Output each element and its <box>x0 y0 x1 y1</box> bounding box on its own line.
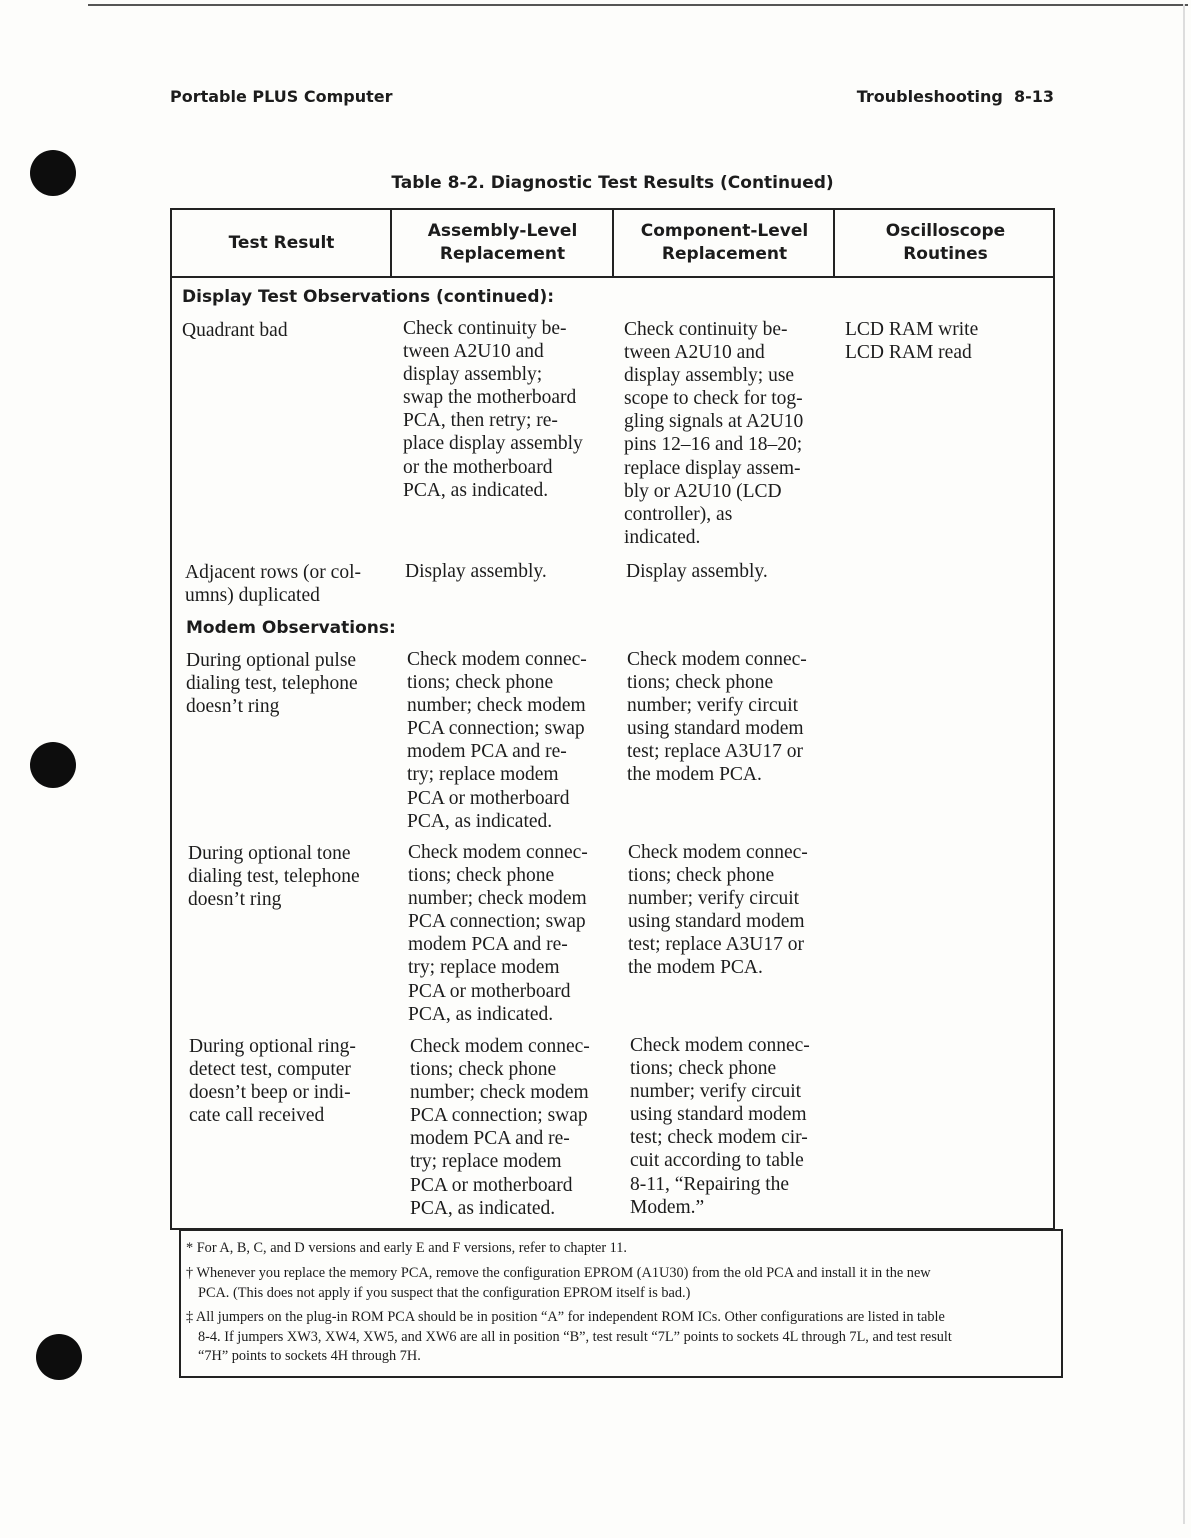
row-ring-detect-test-result: During optional ring- detect test, computer doesn’t beep or indi- cate call received <box>189 1036 356 1127</box>
row-tone-component: Check modem connec- tions; check phone number; verify circuit using standard modem test; replace A3U17 or the modem PCA. <box>628 842 808 979</box>
row-pulse-test-result: During optional pulse dialing test, telephone doesn’t ring <box>186 650 358 718</box>
table-caption: Table 8-2. Diagnostic Test Results (Continued) <box>391 173 834 193</box>
row-quadrant-assembly: Check continuity be- tween A2U10 and display assembly; swap the motherboard PCA, then retry; re- place display assembly or the motherboard PCA, as indicated. <box>403 318 583 501</box>
column-header-oscilloscope: Oscilloscope Routines <box>885 221 1006 264</box>
footnote-asterisk: * For A, B, C, and D versions and early E and F versions, refer to chapter 11. <box>186 1240 627 1256</box>
binder-hole-middle <box>30 742 76 788</box>
row-adjacent-test-result: Adjacent rows (or col- umns) duplicated <box>185 562 361 607</box>
row-tone-test-result: During optional tone dialing test, telephone doesn’t ring <box>188 843 360 911</box>
column-header-component-level: Component-Level Replacement <box>640 221 809 264</box>
footnote-dagger: † Whenever you replace the memory PCA, remove the configuration EPROM (A1U30) from the old PCA and install it in the new PCA. (This does not apply if you suspect that the configuration EPROM itself is bad.) <box>186 1265 931 1301</box>
page-top-edge <box>88 4 1188 6</box>
row-ring-detect-component: Check modem connec- tions; check phone number; verify circuit using standard modem test; check modem cir- cuit according to table 8-11, “Repairing the Modem.” <box>630 1035 810 1218</box>
header-divider <box>390 210 392 276</box>
page-right-edge <box>1183 4 1185 1524</box>
row-tone-assembly: Check modem connec- tions; check phone number; check modem PCA connection; swap modem PCA and re- try; replace modem PCA or motherboard PCA, as indicated. <box>408 842 588 1025</box>
running-header-page: Troubleshooting 8-13 <box>856 87 1054 106</box>
row-pulse-assembly: Check modem connec- tions; check phone number; check modem PCA connection; swap modem PCA and re- try; replace modem PCA or motherboard PCA, as indicated. <box>407 649 587 832</box>
row-adjacent-component: Display assembly. <box>626 561 768 582</box>
row-quadrant-oscilloscope: LCD RAM write LCD RAM read <box>845 319 979 364</box>
binder-hole-bottom <box>36 1334 82 1380</box>
row-pulse-component: Check modem connec- tions; check phone number; verify circuit using standard modem test; replace A3U17 or the modem PCA. <box>627 649 807 786</box>
row-adjacent-assembly: Display assembly. <box>405 561 547 582</box>
section-heading-display: Display Test Observations (continued): <box>182 287 555 307</box>
binder-hole-top <box>30 150 76 196</box>
footnote-double-dagger: ‡ All jumpers on the plug-in ROM PCA should be in position “A” for independent ROM ICs. Other configurations are listed in table 8-4. If jumpers XW3, XW4, XW5, and XW6 are all in position “B”, test result “7L” points to sockets 4L through 7L, and test result “7H” points to sockets 4H through 7H. <box>186 1309 952 1364</box>
header-divider <box>833 210 835 276</box>
row-quadrant-component: Check continuity be- tween A2U10 and display assembly; use scope to check for tog- gling signals at A2U10 pins 12–16 and 18–20; replace display assem- bly or A2U10 (LCD controller), as indicated. <box>624 319 804 548</box>
column-header-test-result: Test Result <box>228 232 335 253</box>
header-divider <box>612 210 614 276</box>
column-header-assembly-level: Assembly-Level Replacement <box>427 221 578 264</box>
running-header-title: Portable PLUS Computer <box>170 87 393 106</box>
row-ring-detect-assembly: Check modem connec- tions; check phone number; check modem PCA connection; swap modem PCA and re- try; replace modem PCA or motherboard PCA, as indicated. <box>410 1036 590 1219</box>
header-rule <box>172 276 1053 278</box>
section-heading-modem: Modem Observations: <box>186 618 396 638</box>
row-quadrant-test-result: Quadrant bad <box>182 320 288 341</box>
